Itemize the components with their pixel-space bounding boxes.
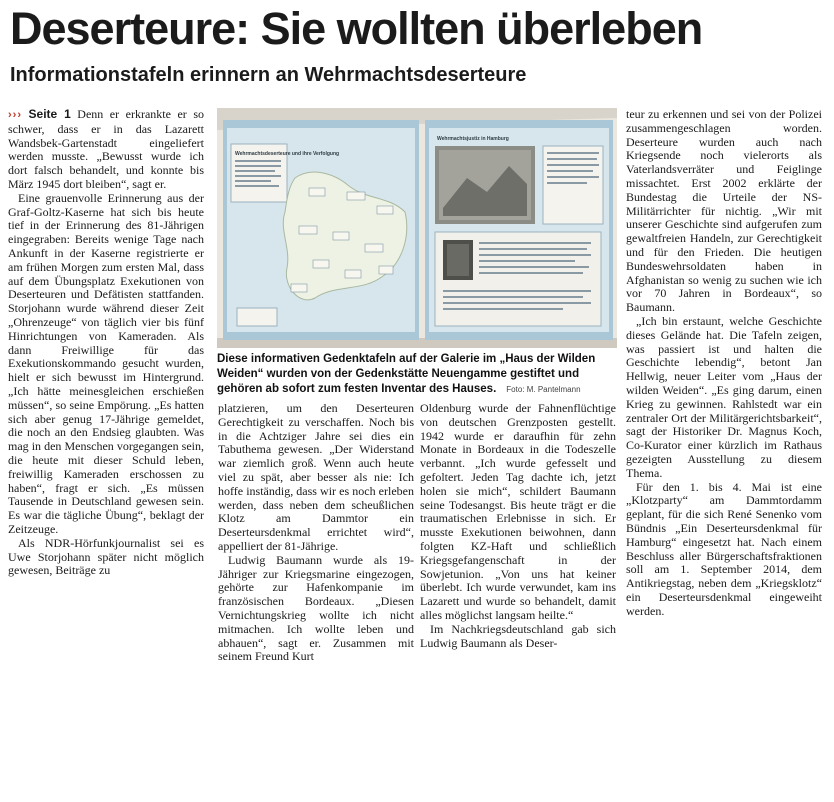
caption-text: Diese informativen Gedenktafeln auf der Galerie im „Haus der Wilden Weiden“ wurden von der Gedenkstätte Neuengamme gestiftet und gehören ab sofort zum festen Inventar des Hauses.	[217, 353, 596, 395]
paragraph-text: Denn er erkrankte er so schwer, dass er in das Lazarett Wandsbek-Gartenstadt eingeliefert werden musste. „Bewusst wurde ich dort falsch behandelt, und konnte bis März 1945 dort bleiben“, sagt er.	[8, 107, 204, 191]
panel-right-heading: Wehrmachtsjustiz in Hamburg	[437, 136, 509, 142]
panel-left-heading: Wehrmachtsdeserteure und ihre Verfolgung	[235, 151, 340, 157]
paragraph: Für den 1. bis 4. Mai ist eine „Klotzparty“ am Dammtordamm geplant, für die sich René Senenko vom Bündnis „Ein Deserteursdenkmal für Hamburg“ eingesetzt hat. Nach einem Beschluss aller Bürgerschaftsfraktionen soll am 1. September 2014, dem Antikriegstag, neben dem „Kriegsklotz“ ein Deserteursdenkmal eingeweiht werden.	[626, 479, 822, 618]
photo-caption	[217, 352, 615, 397]
paragraph: Im Nachkriegsdeutschland gab sich Ludwig Baumann als Deser-	[420, 621, 616, 650]
paragraph: teur zu erkennen und sei von der Polizei zusammengeschlagen worden. Deserteure wurden auch nach Kriegsende noch vielerorts als Vaterlandsverräter und Feiglinge missachtet. Erst 2002 erklärte der Bundestag die Urteile der NS-Militärrichter für nichtig. „Wir mit unserer Geschichte sind aufgerufen zum gewaltfreien Handeln, zur Gerechtigkeit und für den Frieden. Die heutigen Bundeswehrsoldaten haben in Afghanistan so wenig zu suchen wie ich vor 70 Jahren in Bordeaux“, so Baumann.	[626, 107, 822, 315]
article-column-4	[626, 108, 822, 618]
page-reference: Seite 1	[28, 107, 71, 121]
paragraph: Ludwig Baumann wurde als 19-Jähriger zur Kriegsmarine eingezogen, gehörte zur Hafenkompanie im französischen Bordeaux. „Diesen Vernichtungskrieg wollte ich nicht mitmachen. Ich wollte leben und abhauen“, sagt er. Zusammen mit seinem Freund Kurt	[218, 552, 414, 664]
paragraph: Oldenburg wurde der Fahnenflüchtige von deutschen Grenzposten gestellt. 1942 wurde er daraufhin für zehn Monate in Bordeaux in die Todeszelle verbannt. „Ich wurde gefesselt und gefoltert. Jeden Tag dachte ich, jetzt holen sie mich“, schildert Baumann seine Todesangst. Bis heute trägt er die traumatischen Erlebnisse in sich. Er musste Exekutionen beiwohnen, dann folgten KZ-Haft und schließlich Kriegsgefangenschaft in der Sowjetunion. „Von uns hat keiner überlebt. Ich wurde verwundet, kam ins Lazarett und wurde so behandelt, damit alles möglichst langsam heilte.“	[420, 401, 616, 622]
article-column-3	[420, 402, 616, 650]
article-column-1	[8, 108, 204, 578]
photo-credit: Foto: M. Pantelmann	[506, 385, 581, 394]
paragraph: platzieren, um den Deserteuren Gerechtigkeit zu verschaffen. Noch bis in die Achtziger Jahre sei dies ein Tabuthema gewesen. „Der Widerstand war ziemlich groß. Wenn auch heute viel zu spät, aber besser als nie: Ich hoffe inständig, dass wir es noch erleben werden, dass neben dem scheußlichen Klotz am Dammtor ein Deserteursdenkmal errichtet wird“, appelliert der 81-Jährige.	[218, 401, 414, 553]
headline: Deserteure: Sie wollten überleben	[10, 3, 703, 54]
article-column-2	[218, 402, 414, 664]
paragraph	[8, 108, 204, 192]
paragraph: Eine grauenvolle Erinnerung aus der Graf-Goltz-Kaserne hat sich bis heute tief in der Erinnerung des 81-Jährigen eingegraben: Bereits wenige Tage nach Ankunft in der Kaserne registrierte er am frühen Morgen zum ersten Mal, dass auf dem Übungsplatz Exekutionen von Deserteuren und Defätisten stattfanden. Storjohann wurde während dieser Zeit „Ohrenzeuge“ von täglich vier bis fünf Hinrichtungen von Kameraden. Als dann Freiwillige für das Exekutionskommando gesucht wurden, hielt er sich bewusst im Hintergrund. „Ich hätte meinesgleichen erschießen müssen“, so seine Empörung. „Es hatten sich aber genug 17-Jährige gemeldet, die noch an den Endsieg glaubten. Was mag in den Menschen vorgegangen sein, die heute mit dieser Schuld leben, freiwillig Kameraden erschossen zu haben“, fragt er sich. „Es müssen Tausende in Deutschland gewesen sein. Es war die tägliche Übung“, beklagt der Zeitzeuge.	[8, 190, 204, 536]
exhibit-photo-illustration	[217, 108, 617, 348]
paragraph: „Ich bin erstaunt, welche Geschichte dieses Gelände hat. Die Tafeln zeigen, was passiert ist und halten die Geschichte lebendig“, betont Jan Hellwig, neuer Leiter vom „Haus der wilden Weiden“. „Es ging darum, einen Krieg zu gewinnen. Rahlstedt war ein zentraler Ort der Militärgerichtsbarkeit“, sagt der Historiker Dr. Magnus Koch, Co-Kurator einer kürzlich im Rathaus gezeigten Ausstellung zu diesem Thema.	[626, 313, 822, 480]
kicker-arrows-icon: ›››	[8, 109, 22, 121]
exhibit-photo	[217, 108, 617, 348]
paragraph: Als NDR-Hörfunkjournalist sei es Uwe Storjohann später nicht möglich gewesen, Beiträge zu	[8, 535, 204, 578]
subheadline: Informationstafeln erinnern an Wehrmachtsdeserteure	[10, 64, 527, 86]
